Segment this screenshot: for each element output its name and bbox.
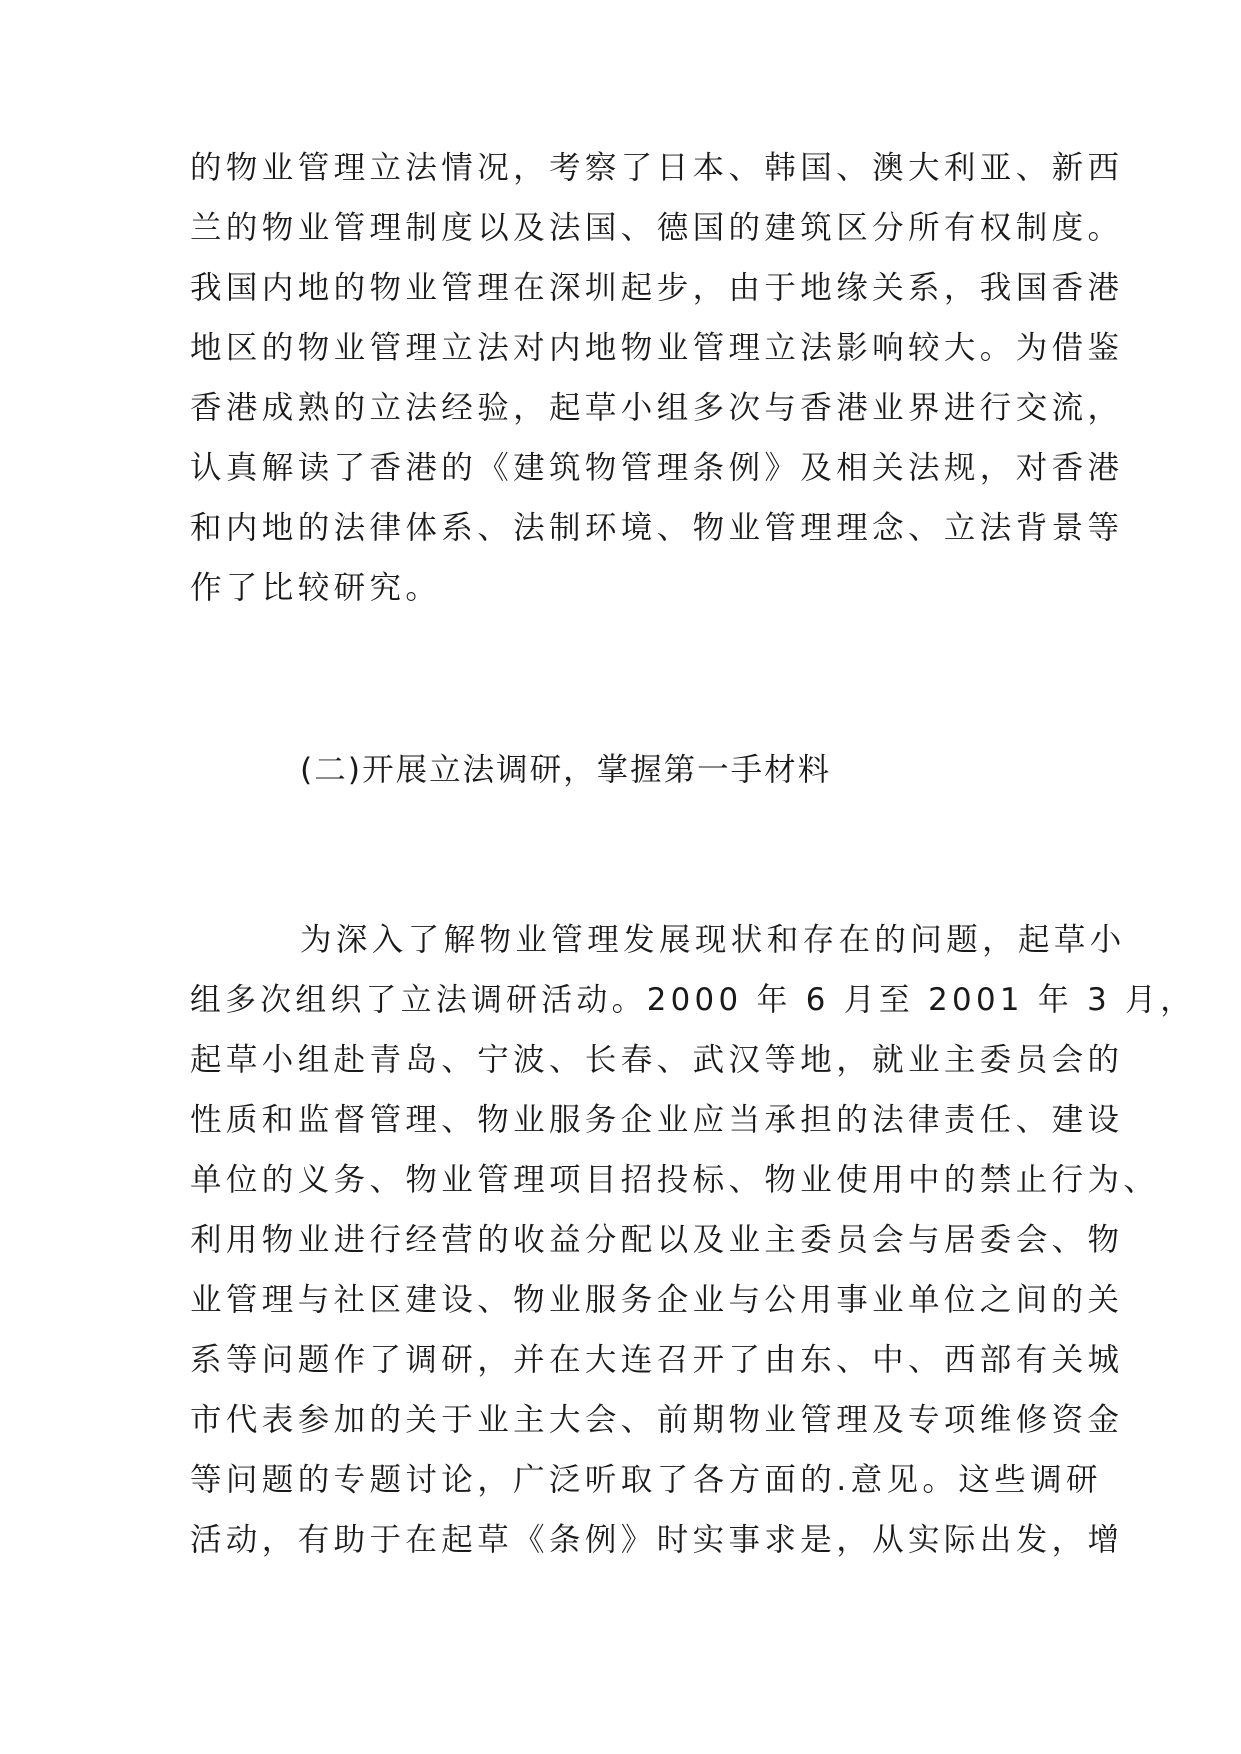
paragraph-line: 兰的物业管理制度以及法国、德国的建筑区分所有权制度。 [190, 210, 1124, 246]
paragraph-line: 市代表参加的关于业主大会、前期物业管理及专项维修资金 [190, 1402, 1124, 1438]
paragraph-line: 利用物业进行经营的收益分配以及业主委员会与居委会、物 [190, 1222, 1124, 1258]
paragraph-line: 业管理与社区建设、物业服务企业与公用事业单位之间的关 [190, 1282, 1124, 1318]
paragraph-line: 组多次组织了立法调研活动。2000 年 6 月至 2001 年 3 月， [190, 982, 1196, 1018]
paragraph-line: 为深入了解物业管理发展现状和存在的问题，起草小 [300, 922, 1126, 958]
section-heading: (二)开展立法调研，掌握第一手材料 [300, 752, 832, 788]
paragraph-line: 的物业管理立法情况，考察了日本、韩国、澳大利亚、新西 [190, 150, 1124, 186]
paragraph-line: 单位的义务、物业管理项目招投标、物业使用中的禁止行为、 [190, 1162, 1160, 1198]
paragraph-line: 活动，有助于在起草《条例》时实事求是，从实际出发，增 [190, 1522, 1124, 1558]
paragraph-line: 认真解读了香港的《建筑物管理条例》及相关法规，对香港 [190, 450, 1124, 486]
paragraph-line: 香港成熟的立法经验，起草小组多次与香港业界进行交流， [190, 390, 1124, 426]
paragraph-line: 和内地的法律体系、法制环境、物业管理理念、立法背景等 [190, 510, 1124, 546]
paragraph-line: 系等问题作了调研，并在大连召开了由东、中、西部有关城 [190, 1342, 1124, 1378]
paragraph-line: 我国内地的物业管理在深圳起步，由于地缘关系，我国香港 [190, 270, 1124, 306]
paragraph-line: 作了比较研究。 [190, 570, 442, 606]
paragraph-line: 地区的物业管理立法对内地物业管理立法影响较大。为借鉴 [190, 330, 1124, 366]
paragraph-line: 起草小组赴青岛、宁波、长春、武汉等地，就业主委员会的 [190, 1042, 1124, 1078]
paragraph-line: 等问题的专题讨论，广泛听取了各方面的.意见。这些调研 [190, 1462, 1102, 1498]
paragraph-line: 性质和监督管理、物业服务企业应当承担的法律责任、建设 [190, 1102, 1124, 1138]
